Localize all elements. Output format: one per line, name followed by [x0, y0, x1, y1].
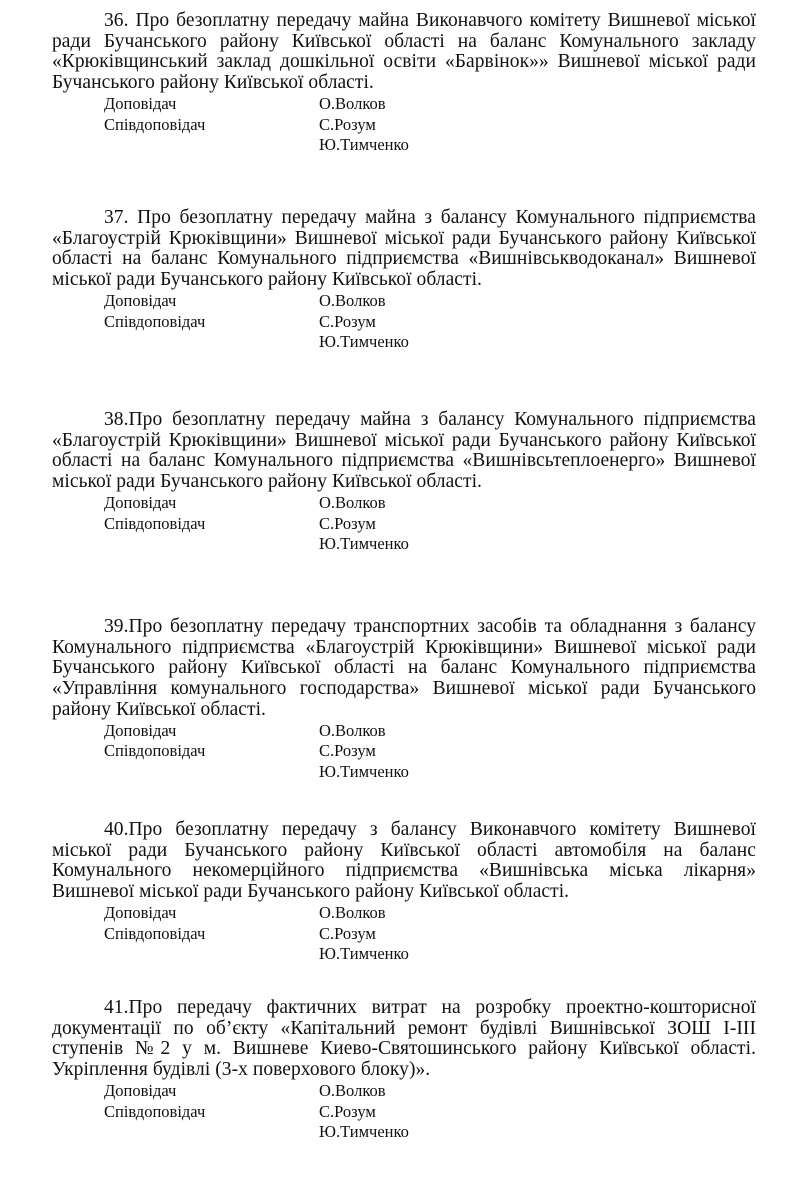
speakers-block — [52, 291, 756, 353]
cospeaker-name: С.Розум — [319, 741, 376, 761]
cospeaker-name: С.Розум — [319, 114, 376, 134]
speaker-name: О.Волков — [319, 720, 386, 740]
agenda-item-text: 39.Про безоплатну передачу транспортних засобів та обладнання з балансу Комунального підприємства «Благоустрій Крюківщини» Вишневої міської ради Бучанського району Київської області на баланс Комунального підприємства «Управління комунального господарства» Вишневої міської ради Бучанського району Київської області. — [52, 616, 756, 720]
speakers-block — [52, 493, 756, 555]
agenda-item-37 — [52, 208, 756, 353]
agenda-item-text: 37. Про безоплатну передачу майна з балансу Комунального підприємства «Благоустрій Крюківщини» Вишневої міської ради Бучанського району Київської області на баланс Комунального підприємства «Вишнівськводоканал» Вишневої міської ради Бучанського району Київської області. — [52, 207, 756, 291]
cospeaker-label: Співдоповідач — [104, 1101, 206, 1121]
speakers-block — [52, 94, 756, 156]
agenda-item-text: 41.Про передачу фактичних витрат на розробку проектно-кошторисної документації по об’єкту «Капітальний ремонт будівлі Вишнівської ЗОШ І-ІІІ ступенів №2 у м. Вишневе Киево-Святошинського району Київської області. Укріплення будівлі (3-х поверхового блоку)». — [52, 997, 756, 1081]
agenda-item-41 — [52, 998, 756, 1143]
speaker-label: Доповідач — [104, 902, 177, 922]
agenda-item-36 — [52, 11, 756, 156]
speakers-block — [52, 721, 756, 783]
agenda-item-39 — [52, 617, 756, 783]
agenda-item-38 — [52, 410, 756, 555]
speaker-name: О.Волков — [319, 492, 386, 512]
speaker-label: Доповідач — [104, 290, 177, 310]
speaker-name: О.Волков — [319, 1080, 386, 1100]
speaker-name: О.Волков — [319, 290, 386, 310]
cospeaker-name: Ю.Тимченко — [319, 761, 409, 781]
agenda-item-text: 40.Про безоплатну передачу з балансу Виконавчого комітету Вишневої міської ради Бучанського району Київської області автомобіля на баланс Комунального некомерційного підприємства «Вишнівська міська лікарня» Вишневої міської ради Бучанського району Київської області. — [52, 819, 756, 903]
agenda-item-text: 38.Про безоплатну передачу майна з балансу Комунального підприємства «Благоустрій Крюківщини» Вишневої міської ради Бучанського району Київської області на баланс Комунального підприємства «Вишнівсьтеплоенерго» Вишневої міської ради Бучанського району Київської області. — [52, 409, 756, 493]
cospeaker-label: Співдоповідач — [104, 513, 206, 533]
speaker-label: Доповідач — [104, 492, 177, 512]
cospeaker-name: С.Розум — [319, 513, 376, 533]
cospeaker-name: С.Розум — [319, 923, 376, 943]
cospeaker-label: Співдоповідач — [104, 741, 206, 761]
cospeaker-name: Ю.Тимченко — [319, 332, 409, 352]
speaker-label: Доповідач — [104, 1080, 177, 1100]
speaker-name: О.Волков — [319, 93, 386, 113]
cospeaker-name: Ю.Тимченко — [319, 1122, 409, 1142]
agenda-item-40 — [52, 820, 756, 965]
cospeaker-name: Ю.Тимченко — [319, 534, 409, 554]
speaker-label: Доповідач — [104, 93, 177, 113]
cospeaker-name: С.Розум — [319, 1101, 376, 1121]
cospeaker-label: Співдоповідач — [104, 114, 206, 134]
cospeaker-name: Ю.Тимченко — [319, 135, 409, 155]
cospeaker-name: С.Розум — [319, 311, 376, 331]
speakers-block — [52, 903, 756, 965]
cospeaker-label: Співдоповідач — [104, 311, 206, 331]
speaker-name: О.Волков — [319, 902, 386, 922]
agenda-item-text: 36. Про безоплатну передачу майна Виконавчого комітету Вишневої міської ради Бучанського району Київської області на баланс Комунального закладу «Крюківщинський заклад дошкільної освіти «Барвінок»» Вишневої міської ради Бучанського району Київської області. — [52, 10, 756, 94]
speaker-label: Доповідач — [104, 720, 177, 740]
cospeaker-label: Співдоповідач — [104, 923, 206, 943]
cospeaker-name: Ю.Тимченко — [319, 944, 409, 964]
speakers-block — [52, 1081, 756, 1143]
